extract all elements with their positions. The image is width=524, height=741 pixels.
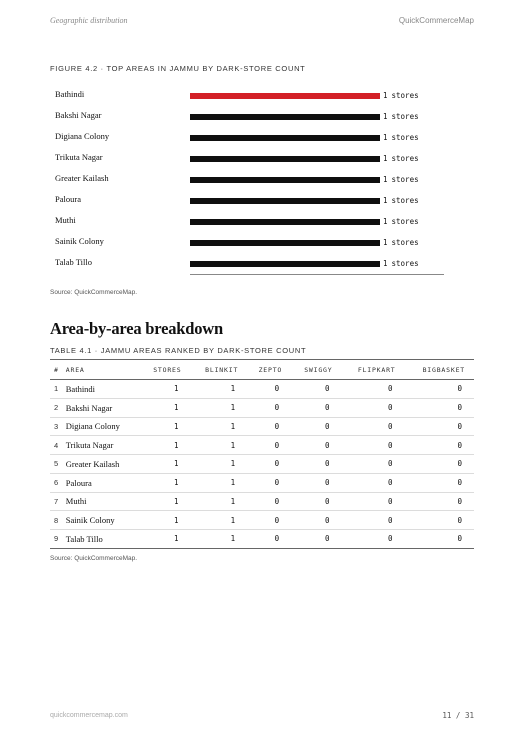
table-cell: 0 bbox=[341, 530, 404, 549]
table-cell: 1 bbox=[190, 511, 247, 530]
table-source: Source: QuickCommerceMap. bbox=[50, 555, 138, 562]
chart-value-label bbox=[383, 175, 419, 184]
chart-value-label bbox=[383, 217, 419, 226]
table-cell: 0 bbox=[341, 511, 404, 530]
table-cell: Sainik Colony bbox=[62, 511, 140, 530]
table-cell: 5 bbox=[50, 455, 62, 474]
table-cell: 0 bbox=[405, 511, 474, 530]
table-cell: 0 bbox=[405, 492, 474, 511]
chart-bar bbox=[190, 219, 380, 225]
table-cell: 1 bbox=[190, 455, 247, 474]
section-title: Area-by-area breakdown bbox=[50, 319, 223, 338]
chart-value-number: 1 bbox=[383, 217, 388, 226]
chart-value-number: 1 bbox=[383, 91, 388, 100]
table-cell: Paloura bbox=[62, 473, 140, 492]
chart-value-label bbox=[383, 91, 419, 100]
chart-value-number: 1 bbox=[383, 259, 388, 268]
table-cell: 0 bbox=[405, 455, 474, 474]
chart-bar bbox=[190, 240, 380, 246]
table-cell: 0 bbox=[291, 530, 341, 549]
chart-value-number: 1 bbox=[383, 133, 388, 142]
chart-value-unit: stores bbox=[391, 91, 419, 100]
table-row bbox=[50, 530, 474, 549]
table-cell: 0 bbox=[247, 455, 291, 474]
chart-value-number: 1 bbox=[383, 175, 388, 184]
table-cell: 0 bbox=[247, 436, 291, 455]
page-number: 11 / 31 bbox=[442, 711, 474, 720]
chart-category-label: Talab Tillo bbox=[55, 257, 92, 267]
table-cell: 0 bbox=[405, 473, 474, 492]
chart-value-unit: stores bbox=[391, 217, 419, 226]
table-cell: 1 bbox=[190, 530, 247, 549]
bar-chart bbox=[50, 86, 450, 282]
table-cell: 0 bbox=[291, 473, 341, 492]
table-cell: Trikuta Nagar bbox=[62, 436, 140, 455]
table-cell: 0 bbox=[405, 380, 474, 399]
chart-row bbox=[50, 191, 450, 207]
chart-row bbox=[50, 149, 450, 165]
chart-row bbox=[50, 212, 450, 228]
chart-bar bbox=[190, 198, 380, 204]
table-row bbox=[50, 398, 474, 417]
table-cell: 1 bbox=[140, 436, 190, 455]
table-header-row bbox=[50, 360, 474, 380]
table-cell: 0 bbox=[341, 492, 404, 511]
running-header-section: Geographic distribution bbox=[50, 16, 128, 25]
running-header-brand: QuickCommerceMap bbox=[398, 16, 474, 25]
table-cell: 0 bbox=[291, 380, 341, 399]
table-cell: 0 bbox=[341, 473, 404, 492]
chart-category-label: Bathindi bbox=[55, 89, 85, 99]
table-cell: Digiana Colony bbox=[62, 417, 140, 436]
table-cell: 0 bbox=[247, 492, 291, 511]
chart-row bbox=[50, 107, 450, 123]
table-cell: 0 bbox=[405, 398, 474, 417]
column-header: ZEPTO bbox=[247, 360, 291, 380]
chart-value-label bbox=[383, 112, 419, 121]
table-cell: 0 bbox=[291, 398, 341, 417]
column-header: BIGBASKET bbox=[405, 360, 474, 380]
figure-source: Source: QuickCommerceMap. bbox=[50, 289, 138, 296]
chart-row bbox=[50, 233, 450, 249]
table-cell: 1 bbox=[190, 436, 247, 455]
chart-category-label: Paloura bbox=[55, 194, 81, 204]
chart-bar bbox=[190, 261, 380, 267]
table-cell: 1 bbox=[140, 398, 190, 417]
table-cell: 0 bbox=[291, 511, 341, 530]
chart-bar bbox=[190, 135, 380, 141]
chart-category-label: Muthi bbox=[55, 215, 76, 225]
chart-value-unit: stores bbox=[391, 238, 419, 247]
table-cell: 1 bbox=[190, 417, 247, 436]
breakdown-table bbox=[50, 359, 474, 549]
chart-value-unit: stores bbox=[391, 154, 419, 163]
table-cell: 0 bbox=[247, 417, 291, 436]
table-cell: 1 bbox=[140, 455, 190, 474]
chart-value-number: 1 bbox=[383, 112, 388, 121]
chart-row bbox=[50, 254, 450, 270]
chart-row bbox=[50, 86, 450, 102]
table-cell: Muthi bbox=[62, 492, 140, 511]
table-cell: 1 bbox=[190, 473, 247, 492]
table-cell: 2 bbox=[50, 398, 62, 417]
chart-row bbox=[50, 170, 450, 186]
column-header: # bbox=[50, 360, 62, 380]
table-cell: Greater Kailash bbox=[62, 455, 140, 474]
table-cell: 6 bbox=[50, 473, 62, 492]
table-cell: 1 bbox=[50, 380, 62, 399]
table-row bbox=[50, 436, 474, 455]
chart-value-number: 1 bbox=[383, 154, 388, 163]
chart-value-unit: stores bbox=[391, 259, 419, 268]
chart-category-label: Sainik Colony bbox=[55, 236, 104, 246]
chart-value-number: 1 bbox=[383, 196, 388, 205]
table-cell: 0 bbox=[341, 455, 404, 474]
column-header: AREA bbox=[62, 360, 140, 380]
table-cell: 0 bbox=[341, 380, 404, 399]
table-cell: 0 bbox=[405, 417, 474, 436]
table-cell: 4 bbox=[50, 436, 62, 455]
column-header: FLIPKART bbox=[341, 360, 404, 380]
chart-value-unit: stores bbox=[391, 175, 419, 184]
table-cell: 0 bbox=[247, 380, 291, 399]
table-cell: 0 bbox=[405, 436, 474, 455]
table-row bbox=[50, 492, 474, 511]
chart-category-label: Digiana Colony bbox=[55, 131, 110, 141]
table-cell: 0 bbox=[341, 436, 404, 455]
table-cell: 1 bbox=[140, 511, 190, 530]
chart-value-label bbox=[383, 259, 419, 268]
chart-value-unit: stores bbox=[391, 196, 419, 205]
figure-caption: FIGURE 4.2 · TOP AREAS IN JAMMU BY DARK-STORE COUNT bbox=[50, 64, 306, 73]
chart-category-label: Trikuta Nagar bbox=[55, 152, 103, 162]
chart-value-label bbox=[383, 196, 419, 205]
table-cell: 0 bbox=[247, 511, 291, 530]
table-cell: 0 bbox=[247, 473, 291, 492]
chart-bar bbox=[190, 156, 380, 162]
chart-category-label: Greater Kailash bbox=[55, 173, 109, 183]
table-cell: 8 bbox=[50, 511, 62, 530]
table-cell: 0 bbox=[341, 398, 404, 417]
chart-bar bbox=[190, 93, 380, 99]
table-cell: 0 bbox=[291, 436, 341, 455]
table-cell: 1 bbox=[140, 530, 190, 549]
table-row bbox=[50, 417, 474, 436]
chart-value-label bbox=[383, 133, 419, 142]
table-cell: 1 bbox=[190, 398, 247, 417]
table-row bbox=[50, 380, 474, 399]
chart-bar bbox=[190, 114, 380, 120]
table-cell: Bakshi Nagar bbox=[62, 398, 140, 417]
table-cell: 7 bbox=[50, 492, 62, 511]
table-cell: 0 bbox=[247, 530, 291, 549]
chart-axis-line bbox=[190, 274, 444, 275]
table-cell: Talab Tillo bbox=[62, 530, 140, 549]
table-cell: 0 bbox=[291, 417, 341, 436]
table-cell: 1 bbox=[190, 380, 247, 399]
column-header: STORES bbox=[140, 360, 190, 380]
chart-value-unit: stores bbox=[391, 112, 419, 121]
chart-value-label bbox=[383, 154, 419, 163]
table-cell: 9 bbox=[50, 530, 62, 549]
table-row bbox=[50, 511, 474, 530]
table-caption: TABLE 4.1 · JAMMU AREAS RANKED BY DARK-STORE COUNT bbox=[50, 346, 307, 355]
chart-row bbox=[50, 128, 450, 144]
table-cell: 0 bbox=[405, 530, 474, 549]
column-header: SWIGGY bbox=[291, 360, 341, 380]
table-cell: 3 bbox=[50, 417, 62, 436]
table-cell: 1 bbox=[190, 492, 247, 511]
table-cell: Bathindi bbox=[62, 380, 140, 399]
table-cell: 1 bbox=[140, 473, 190, 492]
chart-value-number: 1 bbox=[383, 238, 388, 247]
table-cell: 1 bbox=[140, 417, 190, 436]
column-header: BLINKIT bbox=[190, 360, 247, 380]
footer-site: quickcommercemap.com bbox=[50, 712, 128, 719]
table-row bbox=[50, 455, 474, 474]
table-cell: 0 bbox=[291, 492, 341, 511]
table-cell: 0 bbox=[247, 398, 291, 417]
chart-value-unit: stores bbox=[391, 133, 419, 142]
table-cell: 0 bbox=[291, 455, 341, 474]
table-cell: 1 bbox=[140, 492, 190, 511]
table-cell: 0 bbox=[341, 417, 404, 436]
table-row bbox=[50, 473, 474, 492]
chart-category-label: Bakshi Nagar bbox=[55, 110, 102, 120]
chart-value-label bbox=[383, 238, 419, 247]
chart-bar bbox=[190, 177, 380, 183]
table-cell: 1 bbox=[140, 380, 190, 399]
